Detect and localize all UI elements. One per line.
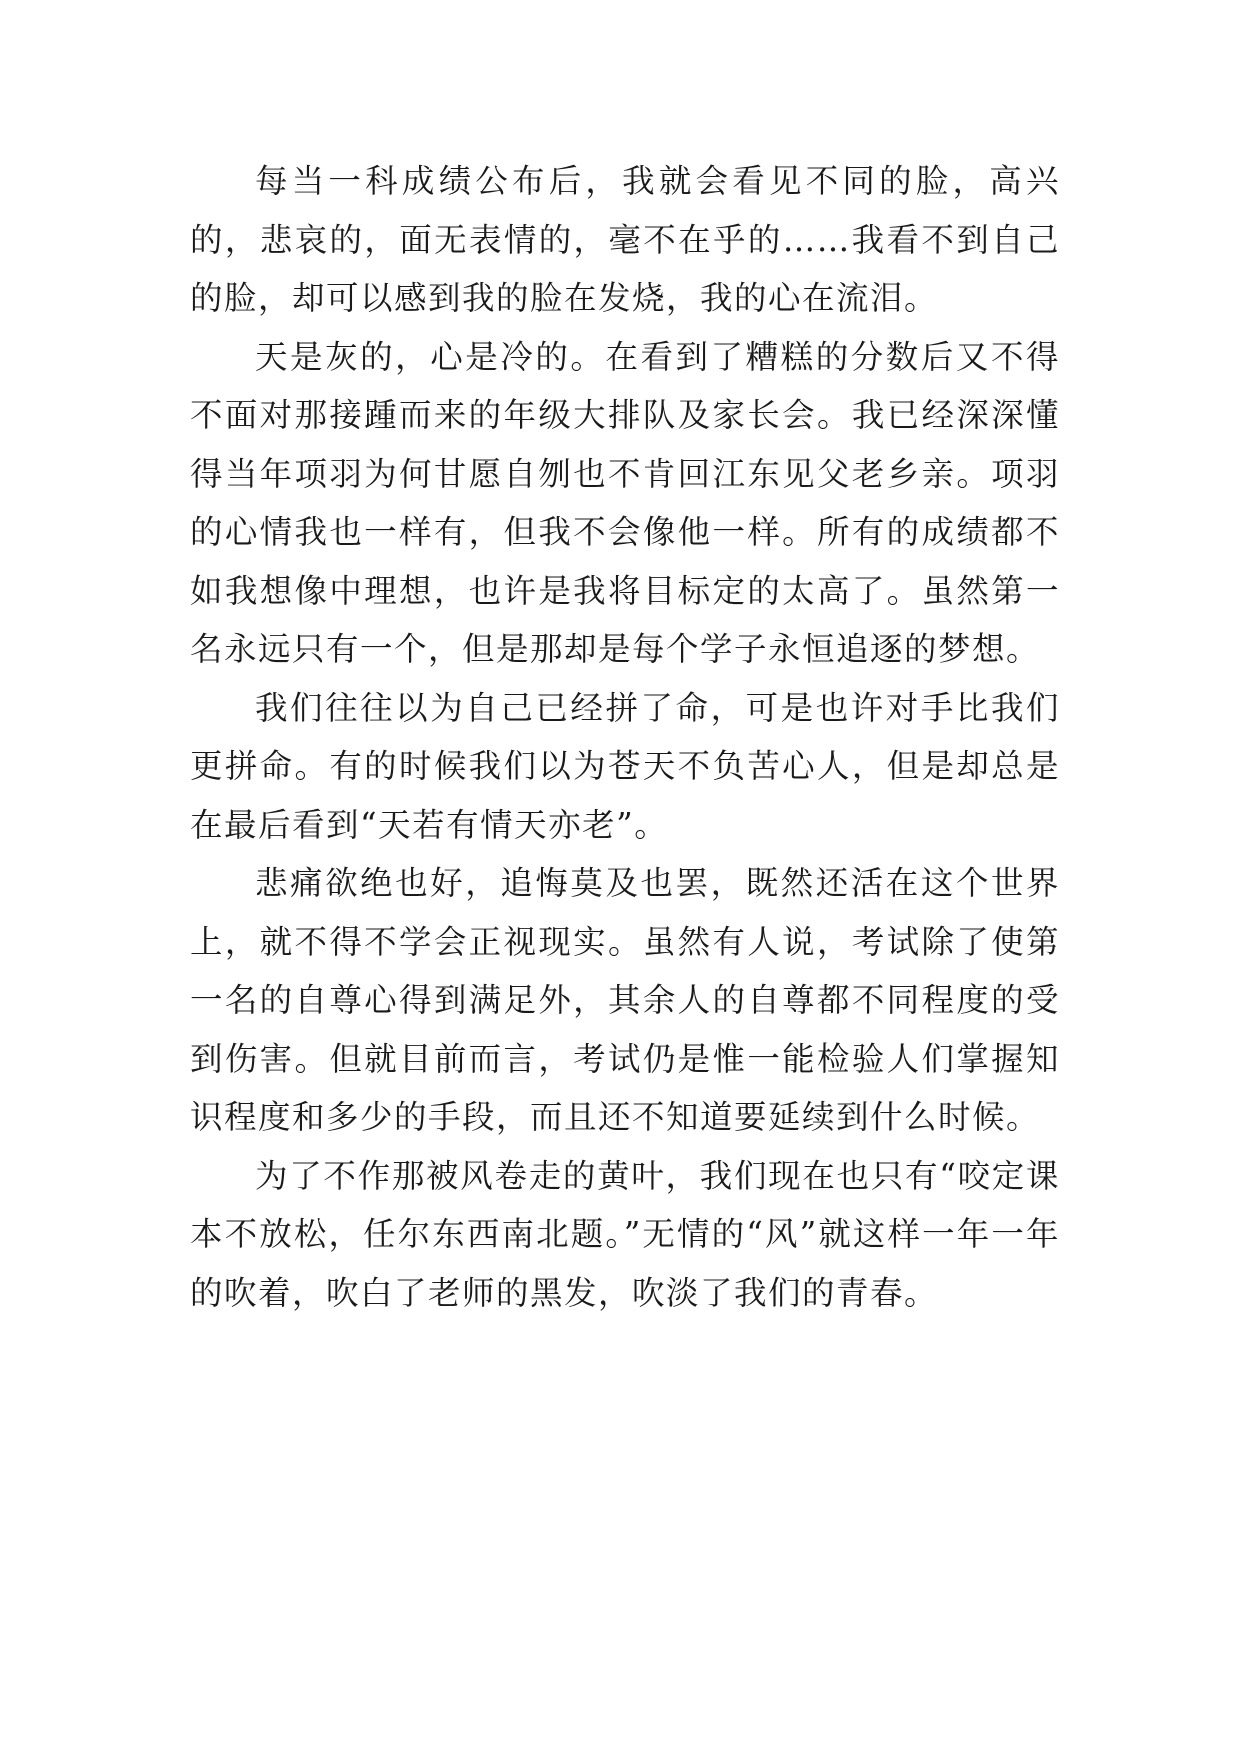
paragraph-2: 天是灰的，心是冷的。在看到了糟糕的分数后又不得不面对那接踵而来的年级大排队及家长会。我已经深深懂得当年项羽为何甘愿自刎也不肯回江东见父老乡亲。项羽的心情我也一样有，但我不会像他一样。所有的成绩都不如我想像中理想，也许是我将目标定的太高了。虽然第一名永远只有一个，但是那却是每个学子永恒追逐的梦想。: [190, 337, 1060, 668]
paragraph-3: 我们往往以为自己已经拼了命，可是也许对手比我们更拼命。有的时候我们以为苍天不负苦心人，但是却总是在最后看到“天若有情天亦老”。: [190, 688, 1060, 844]
document-body: [190, 152, 1060, 1322]
paragraph-5: 为了不作那被风卷走的黄叶，我们现在也只有“咬定课本不放松，任尔东西南北题。”无情的“风”就这样一年一年的吹着，吹白了老师的黑发，吹淡了我们的青春。: [190, 1156, 1060, 1312]
paragraph-1: 每当一科成绩公布后，我就会看见不同的脸，高兴的，悲哀的，面无表情的，毫不在乎的……我看不到自己的脸，却可以感到我的脸在发烧，我的心在流泪。: [190, 162, 1060, 317]
paragraph-4: 悲痛欲绝也好，追悔莫及也罢，既然还活在这个世界上，就不得不学会正视现实。虽然有人说，考试除了使第一名的自尊心得到满足外，其余人的自尊都不同程度的受到伤害。但就目前而言，考试仍是惟一能检验人们掌握知识程度和多少的手段，而且还不知道要延续到什么时候。: [190, 864, 1060, 1136]
